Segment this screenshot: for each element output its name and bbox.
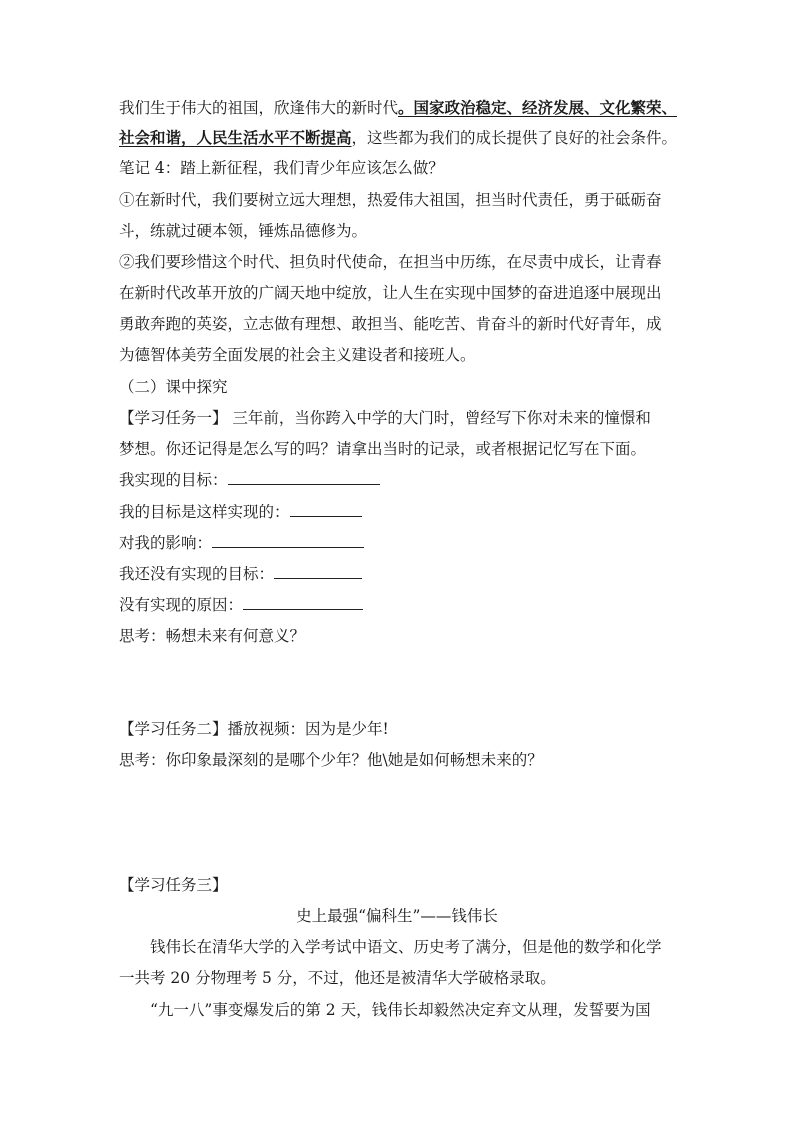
task1-field-achieved: [119, 470, 380, 490]
achieved-blank[interactable]: [228, 470, 380, 485]
how-blank[interactable]: [290, 502, 362, 517]
intro-bold-a: 。国家政治稳定、经济发展、文化繁荣、: [398, 98, 678, 117]
note4-title: 笔记 4：踏上新征程，我们青少年应该怎么做？: [119, 159, 444, 177]
field-label: 我还没有实现的目标：: [119, 565, 275, 583]
section2-heading: （二）课中探究: [119, 378, 228, 396]
task3-title: 史上最强“偏科生”——钱伟长: [296, 907, 498, 925]
task1-line2: 梦想。你还记得是怎么写的吗？请拿出当时的记录，或者根据记忆写在下面。: [119, 440, 647, 458]
task2-line1: 【学习任务二】播放视频：因为是少年!: [119, 720, 389, 738]
task1-field-impact: [119, 533, 364, 553]
field-label: 我的目标是这样实现的：: [119, 503, 290, 521]
reason-blank[interactable]: [243, 595, 363, 610]
task2-think: 思考：你印象最深刻的是哪个少年？他\她是如何畅想未来的？: [119, 751, 543, 769]
unachieved-blank[interactable]: [274, 564, 362, 579]
intro-line-2: [119, 128, 677, 148]
task1-field-how: [119, 502, 362, 522]
intro-bold-b: 社会和谐，人民生活水平不断提高: [119, 128, 352, 147]
task1-think: 思考：畅想未来有何意义？: [119, 627, 306, 645]
impact-blank[interactable]: [212, 533, 364, 548]
task1-field-unachieved: [119, 564, 362, 584]
task3-para1-line2: 一共考 20 分物理考 5 分，不过，他还是被清华大学破格录取。: [119, 969, 556, 987]
note4-item2-line2: 在新时代改革开放的广阔天地中绽放，让人生在实现中国梦的奋进追逐中展现出: [119, 284, 662, 302]
intro-text-b: ，这些都为我们的成长提供了良好的社会条件。: [351, 129, 678, 147]
note4-item2-line3: 勇敢奔跑的英姿，立志做有理想、敢担当、能吃苦、肯奋斗的新时代好青年，成: [119, 315, 662, 333]
task3-para1-line1: 钱伟长在清华大学的入学考试中语文、历史考了满分，但是他的数学和化学: [150, 938, 662, 956]
field-label: 我实现的目标：: [119, 471, 228, 489]
task3-para2-line1: “九一八”事变爆发后的第 2 天，钱伟长却毅然决定弃文从理，发誓要为国: [150, 1001, 651, 1019]
note4-item2-line4: 为德智体美劳全面发展的社会主义建设者和接班人。: [119, 346, 476, 364]
field-label: 没有实现的原因：: [119, 596, 244, 614]
task1-field-reason: [119, 595, 363, 615]
note4-item2-line1: ②我们要珍惜这个时代、担负时代使命，在担当中历练，在尽责中成长，让青春: [119, 253, 662, 271]
field-label: 对我的影响：: [119, 534, 213, 552]
task3-heading: 【学习任务三】: [119, 876, 228, 894]
intro-text-a: 我们生于伟大的祖国，欣逢伟大的新时代: [119, 99, 399, 117]
note4-item1-line2: 斗，练就过硬本领，锤炼品德修为。: [119, 222, 368, 240]
task1-line1: 【学习任务一】 三年前，当你跨入中学的大门时，曾经写下你对未来的憧憬和: [119, 409, 651, 427]
intro-line-1: [119, 98, 677, 118]
note4-item1-line1: ①在新时代，我们要树立远大理想，热爱伟大祖国，担当时代责任，勇于砥砺奋: [119, 191, 662, 209]
